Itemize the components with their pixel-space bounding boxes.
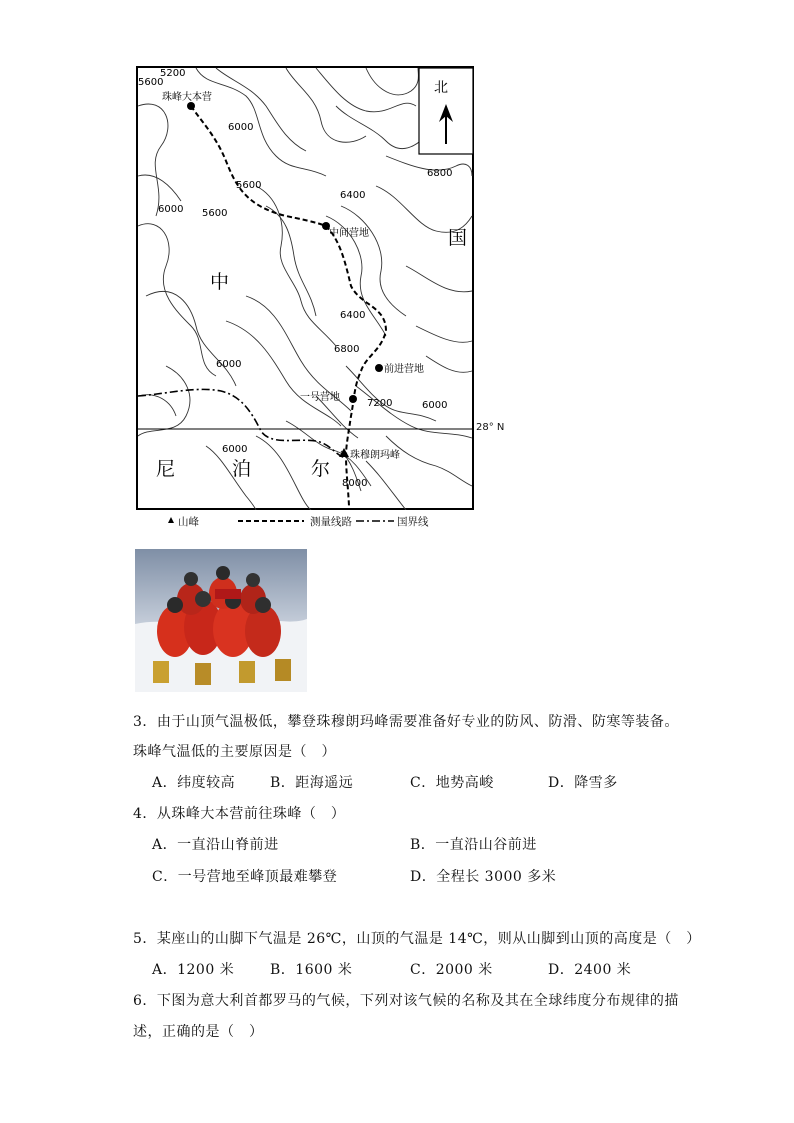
contour-label: 5200 [160,68,186,79]
latitude-label: 28° N [476,422,505,433]
question-3-line-2: 珠峰气温低的主要原因是（ ） [133,744,336,760]
q3-option-d[interactable]: D．降雪多 [548,775,618,791]
country-label-china: 中 [210,271,230,293]
advance-camp-label: 前进营地 [384,364,424,375]
question-4-line-1 [133,804,345,824]
map-canvas [136,66,474,510]
question-3-line-1 [133,712,679,732]
question-number: 6． [133,993,157,1009]
question-text: 从珠峰大本营前往珠峰（ ） [156,806,346,822]
camp-one-dot [349,395,357,403]
contour-label: 6400 [340,310,366,321]
q4-option-b[interactable]: B．一直沿山谷前进 [410,837,537,853]
question-text: 由于山顶气温极低，攀登珠穆朗玛峰需要准备好专业的防风、防滑、防寒等装备。 [156,714,679,730]
question-text: 某座山的山脚下气温是 26℃，山顶的气温是 14℃，则从山脚到山顶的高度是（ ） [156,931,701,947]
base-camp-dot [187,102,195,110]
q5-option-b[interactable]: B．1600 米 [270,962,353,978]
contour-label: 6000 [422,400,448,411]
contour-label: 8000 [342,478,368,489]
mountaineers-summit-photo [135,549,307,692]
legend-border-label: 国界线 [397,516,429,528]
country-label-china: 国 [448,227,468,249]
contour-label: 6800 [334,344,360,355]
country-label-nepal: 尼 [156,458,176,480]
contour-label: 7200 [367,398,393,409]
question-number: 3． [133,714,157,730]
contour-label: 6000 [216,359,242,370]
contour-label: 5600 [202,208,228,219]
contour-label: 6000 [158,204,184,215]
question-6-line-1 [133,991,679,1011]
q3-option-c[interactable]: C．地势高峻 [410,775,494,791]
q3-option-a[interactable]: A．纬度较高 [152,775,236,791]
question-6-line-2: 述，正确的是（ ） [133,1024,264,1040]
middle-camp-label: 中间营地 [329,228,369,239]
question-number: 5． [133,931,157,947]
camp-one-label: 一号营地 [300,392,340,403]
everest-topographic-map [136,66,505,510]
q3-option-b[interactable]: B．距海遥远 [270,775,354,791]
contour-label: 6000 [222,444,248,455]
q5-option-c[interactable]: C．2000 米 [410,962,493,978]
legend-peak-label: 山峰 [178,516,199,528]
country-label-nepal: 尔 [311,458,331,480]
contour-label: 5600 [138,77,164,88]
north-label: 北 [434,80,448,96]
map-legend [168,512,468,530]
photo-illustration [135,549,307,692]
contour-label: 5600 [236,180,262,191]
question-text: 下图为意大利首都罗马的气候，下列对该气候的名称及其在全球纬度分布规律的描 [156,993,679,1009]
contour-label: 6400 [340,190,366,201]
advance-camp-dot [375,364,383,372]
legend-route-label: 测量线路 [310,516,352,528]
contour-label: 6800 [427,168,453,179]
question-5-line-1 [133,929,701,949]
peak-icon [168,517,174,523]
base-camp-label: 珠峰大本营 [162,92,212,103]
summit-label: 珠穆朗玛峰 [350,450,400,461]
country-label-nepal: 泊 [232,458,252,480]
q5-option-d[interactable]: D．2400 米 [548,962,632,978]
q4-option-c[interactable]: C．一号营地至峰顶最难攀登 [152,869,338,885]
q4-option-a[interactable]: A．一直沿山脊前进 [152,837,279,853]
q5-option-a[interactable]: A．1200 米 [152,962,235,978]
question-number: 4． [133,806,157,822]
q4-option-d[interactable]: D．全程长 3000 多米 [410,869,557,885]
contour-label: 6000 [228,122,254,133]
